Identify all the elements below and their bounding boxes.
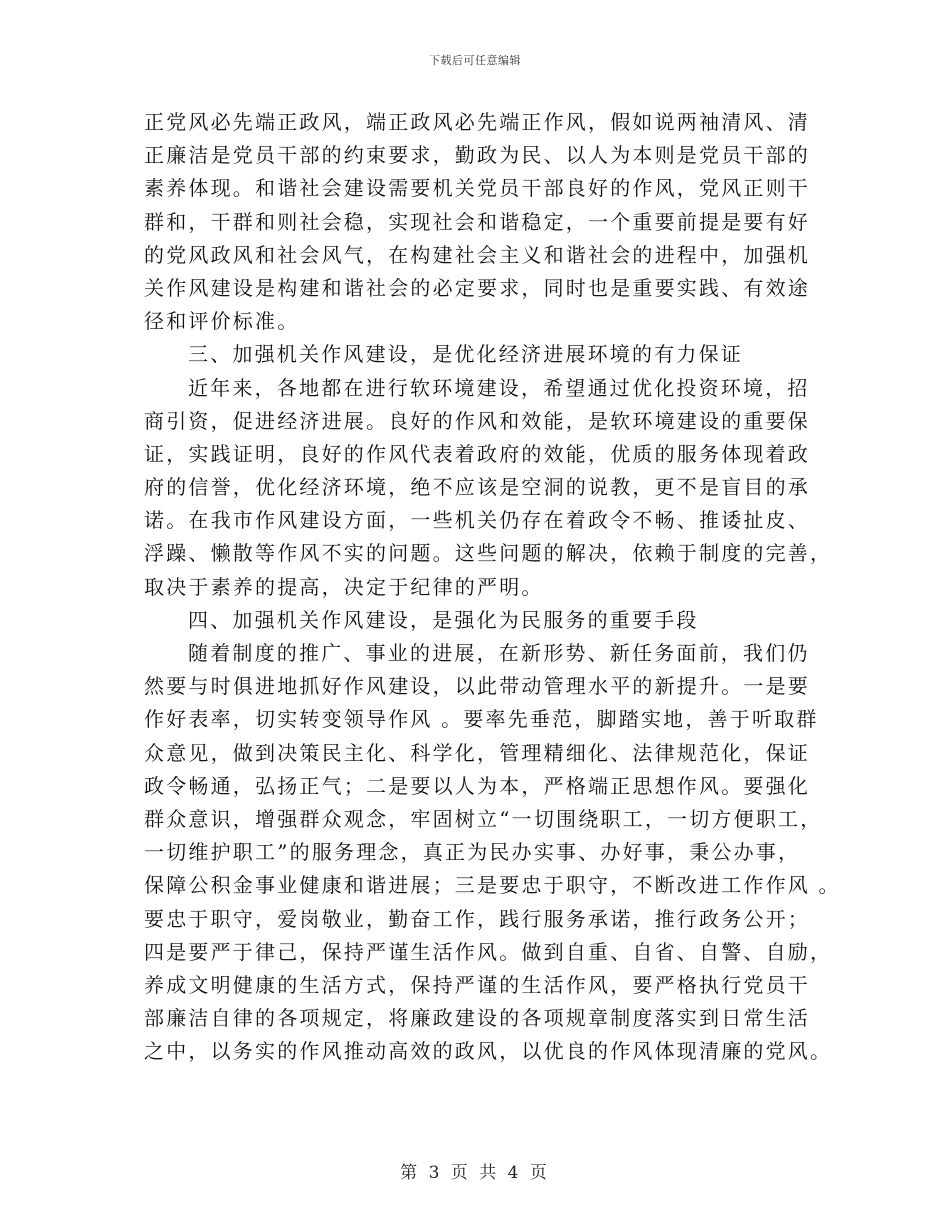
text-line: 四是要严于律己，保持严谨生活作风。做到自重、自省、自警、自励， bbox=[144, 939, 833, 964]
text-line: 四、加强机关作风建设，是强化为民服务的重要手段 bbox=[188, 607, 699, 632]
document-body bbox=[144, 106, 841, 1068]
text-line: 证，实践证明，良好的作风代表着政府的效能，优质的服务体现着政 bbox=[144, 441, 810, 466]
text-line: 要忠于职守，爱岗敬业，勤奋工作，践行服务承诺，推行政务公开； bbox=[144, 906, 810, 931]
text-line: 保障公积金事业健康和谐进展；三是要忠于职守，不断改进工作作风 。 bbox=[144, 873, 841, 898]
text-line: 浮躁、懒散等作风不实的问题。这些问题的解决，依赖于制度的完善， bbox=[144, 541, 833, 566]
text-line: 正廉洁是党员干部的约束要求，勤政为民、以人为本则是党员干部的 bbox=[144, 143, 810, 168]
text-line: 三、加强机关作风建设，是优化经济进展环境的有力保证 bbox=[188, 342, 743, 367]
text-line: 商引资，促进经济进展。良好的作风和效能，是软环境建设的重要保 bbox=[144, 408, 810, 433]
text-line: 众意见，做到决策民主化、科学化，管理精细化、法律规范化，保证 bbox=[144, 740, 810, 765]
text-line: 部廉洁自律的各项规定，将廉政建设的各项规章制度落实到日常生活 bbox=[144, 1006, 810, 1031]
text-line: 然要与时俱进地抓好作风建设，以此带动管理水平的新提升。一是要 bbox=[144, 674, 810, 699]
text-line: 政令畅通，弘扬正气；二是要以人为本，严格端正思想作风。要强化 bbox=[144, 773, 810, 798]
text-line: 群和，干群和则社会稳，实现社会和谐稳定，一个重要前提是要有好 bbox=[144, 209, 810, 234]
page-number-footer: 第 3 页 共 4 页 bbox=[400, 1163, 550, 1183]
page-header-note: 下载后可任意编辑 bbox=[429, 54, 521, 67]
text-line: 近年来，各地都在进行软环境建设，希望通过优化投资环境，招 bbox=[188, 375, 810, 400]
text-line: 之中，以务实的作风推动高效的政风，以优良的作风体现清廉的党风。 bbox=[144, 1039, 833, 1064]
text-line: 作好表率，切实转变领导作风 。要率先垂范，脚踏实地，善于听取群 bbox=[144, 707, 819, 732]
text-line: 府的信誉，优化经济环境，绝不应该是空洞的说教，更不是盲目的承 bbox=[144, 475, 810, 500]
text-line: 一切维护职工”的服务理念，真正为民办实事、办好事，秉公办事， bbox=[144, 840, 801, 865]
text-line: 群众意识，增强群众观念，牢固树立“一切围绕职工，一切方便职工， bbox=[144, 806, 823, 831]
text-line: 养成文明健康的生活方式，保持严谨的生活作风，要严格执行党员干 bbox=[144, 972, 810, 997]
text-line: 关作风建设是构建和谐社会的必定要求，同时也是重要实践、有效途 bbox=[144, 275, 810, 300]
text-line: 取决于素养的提高，决定于纪律的严明。 bbox=[144, 574, 544, 599]
text-line: 诺。在我市作风建设方面，一些机关仍存在着政令不畅、推诿扯皮、 bbox=[144, 508, 810, 533]
text-line: 素养体现。和谐社会建设需要机关党员干部良好的作风，党风正则干 bbox=[144, 176, 810, 201]
text-line: 的党风政风和社会风气，在构建社会主义和谐社会的进程中，加强机 bbox=[144, 242, 810, 267]
text-line: 正党风必先端正政风，端正政风必先端正作风，假如说两袖清风、清 bbox=[144, 110, 810, 134]
text-line: 随着制度的推广、事业的进展，在新形势、新任务面前，我们仍 bbox=[188, 641, 810, 665]
text-line: 径和评价标准。 bbox=[144, 309, 300, 334]
